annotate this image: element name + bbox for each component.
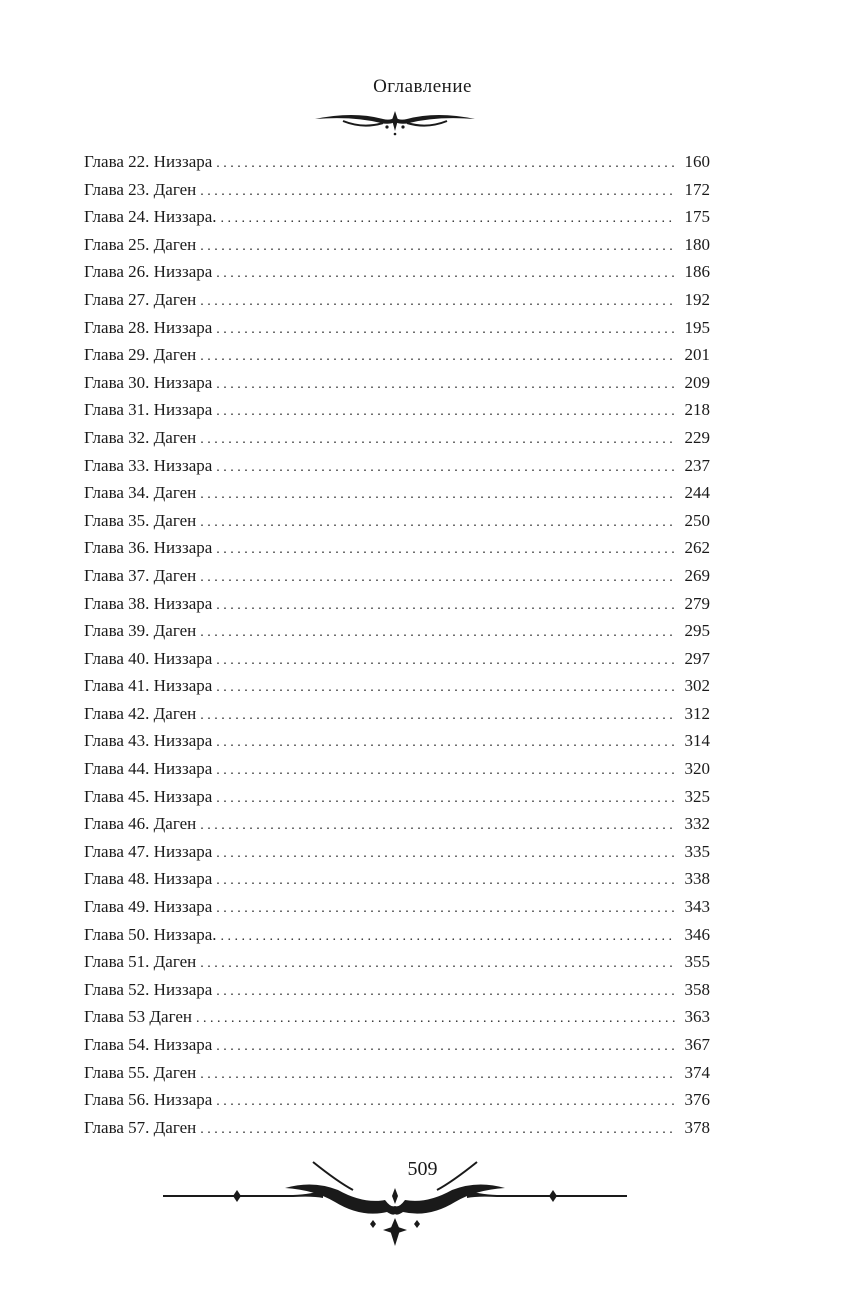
toc-entry-page: 314 bbox=[684, 731, 710, 751]
toc-leader-dots bbox=[200, 509, 676, 537]
toc-entry bbox=[84, 672, 710, 700]
toc-entry-title: Глава 25. Даген bbox=[84, 234, 197, 254]
toc-leader-dots bbox=[200, 702, 676, 730]
toc-leader-dots bbox=[216, 729, 676, 757]
toc-entry-title: Глава 41. Низзара bbox=[84, 676, 213, 696]
toc-entry-title: Глава 44. Низзара bbox=[84, 759, 213, 779]
toc-entry bbox=[84, 1003, 710, 1031]
toc-leader-dots bbox=[200, 178, 676, 206]
toc-entry-title: Глава 48. Низзара bbox=[84, 869, 213, 889]
toc-entry bbox=[84, 258, 710, 286]
toc-leader-dots bbox=[216, 674, 676, 702]
toc-entry bbox=[84, 424, 710, 452]
toc-entry bbox=[84, 755, 710, 783]
toc-entry bbox=[84, 976, 710, 1004]
toc-entry bbox=[84, 921, 710, 949]
toc-entry-page: 195 bbox=[684, 317, 710, 337]
toc-entry-page: 358 bbox=[684, 979, 710, 999]
table-of-contents bbox=[84, 148, 710, 1141]
toc-entry-title: Глава 24. Низзара. bbox=[84, 207, 217, 227]
toc-entry bbox=[84, 727, 710, 755]
toc-entry bbox=[84, 1086, 710, 1114]
toc-entry-page: 374 bbox=[684, 1062, 710, 1082]
toc-entry bbox=[84, 1114, 710, 1142]
toc-entry-title: Глава 29. Даген bbox=[84, 345, 197, 365]
toc-entry-page: 355 bbox=[684, 952, 710, 972]
toc-entry-page: 218 bbox=[684, 400, 710, 420]
toc-entry-title: Глава 35. Даген bbox=[84, 510, 197, 530]
toc-entry bbox=[84, 176, 710, 204]
toc-entry-page: 172 bbox=[684, 179, 710, 199]
toc-leader-dots bbox=[216, 1033, 676, 1061]
toc-entry-page: 175 bbox=[684, 207, 710, 227]
toc-leader-dots bbox=[216, 978, 676, 1006]
toc-entry-title: Глава 39. Даген bbox=[84, 621, 197, 641]
toc-entry-page: 262 bbox=[684, 538, 710, 558]
toc-leader-dots bbox=[216, 398, 676, 426]
toc-entry-title: Глава 37. Даген bbox=[84, 565, 197, 585]
toc-leader-dots bbox=[200, 343, 676, 371]
toc-entry bbox=[84, 1031, 710, 1059]
toc-leader-dots bbox=[216, 592, 676, 620]
toc-entry bbox=[84, 1059, 710, 1087]
toc-entry bbox=[84, 645, 710, 673]
toc-leader-dots bbox=[200, 426, 676, 454]
toc-entry-page: 297 bbox=[684, 648, 710, 668]
toc-entry-title: Глава 42. Даген bbox=[84, 703, 197, 723]
toc-entry-page: 295 bbox=[684, 621, 710, 641]
toc-entry bbox=[84, 396, 710, 424]
toc-entry-page: 338 bbox=[684, 869, 710, 889]
toc-entry bbox=[84, 838, 710, 866]
toc-leader-dots bbox=[200, 1116, 676, 1144]
toc-entry-title: Глава 47. Низзара bbox=[84, 841, 213, 861]
toc-leader-dots bbox=[221, 205, 676, 233]
toc-entry bbox=[84, 369, 710, 397]
toc-leader-dots bbox=[216, 757, 676, 785]
toc-entry-page: 363 bbox=[684, 1007, 710, 1027]
toc-leader-dots bbox=[216, 316, 676, 344]
toc-entry-title: Глава 22. Низзара bbox=[84, 152, 213, 171]
toc-entry bbox=[84, 314, 710, 342]
toc-entry-page: 376 bbox=[684, 1090, 710, 1110]
toc-entry bbox=[84, 783, 710, 811]
toc-entry bbox=[84, 810, 710, 838]
toc-entry-title: Глава 40. Низзара bbox=[84, 648, 213, 668]
toc-entry-title: Глава 36. Низзара bbox=[84, 538, 213, 558]
toc-leader-dots bbox=[221, 923, 676, 951]
toc-entry-title: Глава 38. Низзара bbox=[84, 593, 213, 613]
toc-entry bbox=[84, 507, 710, 535]
toc-entry bbox=[84, 948, 710, 976]
page-title: Оглавление bbox=[373, 76, 472, 97]
toc-entry-title: Глава 33. Низзара bbox=[84, 455, 213, 475]
toc-leader-dots bbox=[216, 840, 676, 868]
toc-leader-dots bbox=[216, 150, 676, 178]
toc-entry-title: Глава 56. Низзара bbox=[84, 1090, 213, 1110]
toc-entry-page: 250 bbox=[684, 510, 710, 530]
toc-entry-title: Глава 28. Низзара bbox=[84, 317, 213, 337]
toc-entry-title: Глава 43. Низзара bbox=[84, 731, 213, 751]
toc-entry-title: Глава 32. Даген bbox=[84, 427, 197, 447]
toc-entry-page: 244 bbox=[684, 483, 710, 503]
toc-entry bbox=[84, 700, 710, 728]
toc-entry-page: 312 bbox=[684, 703, 710, 723]
toc-entry-page: 378 bbox=[684, 1117, 710, 1137]
toc-entry-page: 320 bbox=[684, 759, 710, 779]
toc-entry-title: Глава 52. Низзара bbox=[84, 979, 213, 999]
toc-entry bbox=[84, 452, 710, 480]
toc-entry-title: Глава 46. Даген bbox=[84, 814, 197, 834]
toc-entry-title: Глава 55. Даген bbox=[84, 1062, 197, 1082]
bottom-flourish-ornament bbox=[163, 1160, 627, 1252]
page-number: 509 bbox=[407, 1158, 438, 1180]
toc-entry-title: Глава 50. Низзара. bbox=[84, 924, 217, 944]
toc-leader-dots bbox=[216, 785, 676, 813]
toc-entry bbox=[84, 286, 710, 314]
top-flourish-ornament bbox=[313, 105, 477, 137]
toc-entry-page: 209 bbox=[684, 372, 710, 392]
toc-leader-dots bbox=[196, 1005, 676, 1033]
toc-entry-page: 335 bbox=[684, 841, 710, 861]
toc-leader-dots bbox=[216, 895, 676, 923]
toc-entry-page: 332 bbox=[684, 814, 710, 834]
toc-entry-page: 237 bbox=[684, 455, 710, 475]
toc-entry-title: Глава 26. Низзара bbox=[84, 262, 213, 282]
toc-leader-dots bbox=[216, 260, 676, 288]
toc-leader-dots bbox=[216, 1088, 676, 1116]
toc-entry-title: Глава 54. Низзара bbox=[84, 1035, 213, 1054]
toc-leader-dots bbox=[200, 233, 676, 261]
toc-entry-title: Глава 34. Даген bbox=[84, 483, 197, 503]
toc-entry-page: 367 bbox=[684, 1035, 710, 1054]
toc-entry-title: Глава 45. Низзара bbox=[84, 786, 213, 806]
toc-entry-page: 343 bbox=[684, 897, 710, 917]
toc-entry bbox=[84, 865, 710, 893]
toc-entry-title: Глава 57. Даген bbox=[84, 1117, 197, 1137]
toc-entry bbox=[84, 341, 710, 369]
toc-entry-page: 229 bbox=[684, 427, 710, 447]
toc-leader-dots bbox=[200, 564, 676, 592]
toc-entry-page: 160 bbox=[684, 152, 710, 171]
toc-entry-title: Глава 49. Низзара bbox=[84, 897, 213, 917]
toc-entry bbox=[84, 534, 710, 562]
toc-entry-page: 180 bbox=[684, 234, 710, 254]
toc-entry-title: Глава 31. Низзара bbox=[84, 400, 213, 420]
toc-entry-page: 302 bbox=[684, 676, 710, 696]
toc-entry-page: 186 bbox=[684, 262, 710, 282]
toc-entry-title: Глава 51. Даген bbox=[84, 952, 197, 972]
toc-leader-dots bbox=[200, 288, 676, 316]
toc-entry-page: 279 bbox=[684, 593, 710, 613]
toc-leader-dots bbox=[200, 481, 676, 509]
toc-leader-dots bbox=[216, 536, 676, 564]
toc-leader-dots bbox=[216, 867, 676, 895]
toc-leader-dots bbox=[200, 950, 676, 978]
toc-entry-page: 346 bbox=[684, 924, 710, 944]
toc-leader-dots bbox=[216, 371, 676, 399]
toc-leader-dots bbox=[200, 619, 676, 647]
toc-entry bbox=[84, 617, 710, 645]
toc-entry-page: 269 bbox=[684, 565, 710, 585]
toc-entry-title: Глава 27. Даген bbox=[84, 289, 197, 309]
toc-entry-page: 201 bbox=[684, 345, 710, 365]
toc-entry bbox=[84, 590, 710, 618]
toc-entry-page: 325 bbox=[684, 786, 710, 806]
toc-leader-dots bbox=[200, 812, 676, 840]
toc-entry bbox=[84, 231, 710, 259]
toc-entry-page: 192 bbox=[684, 289, 710, 309]
toc-entry-title: Глава 53 Даген bbox=[84, 1007, 192, 1027]
toc-entry-title: Глава 30. Низзара bbox=[84, 372, 213, 392]
toc-leader-dots bbox=[216, 647, 676, 675]
toc-entry bbox=[84, 148, 710, 176]
toc-entry-title: Глава 23. Даген bbox=[84, 179, 197, 199]
toc-entry bbox=[84, 893, 710, 921]
toc-entry bbox=[84, 562, 710, 590]
toc-leader-dots bbox=[216, 454, 676, 482]
toc-entry bbox=[84, 203, 710, 231]
toc-entry bbox=[84, 479, 710, 507]
toc-leader-dots bbox=[200, 1061, 676, 1089]
